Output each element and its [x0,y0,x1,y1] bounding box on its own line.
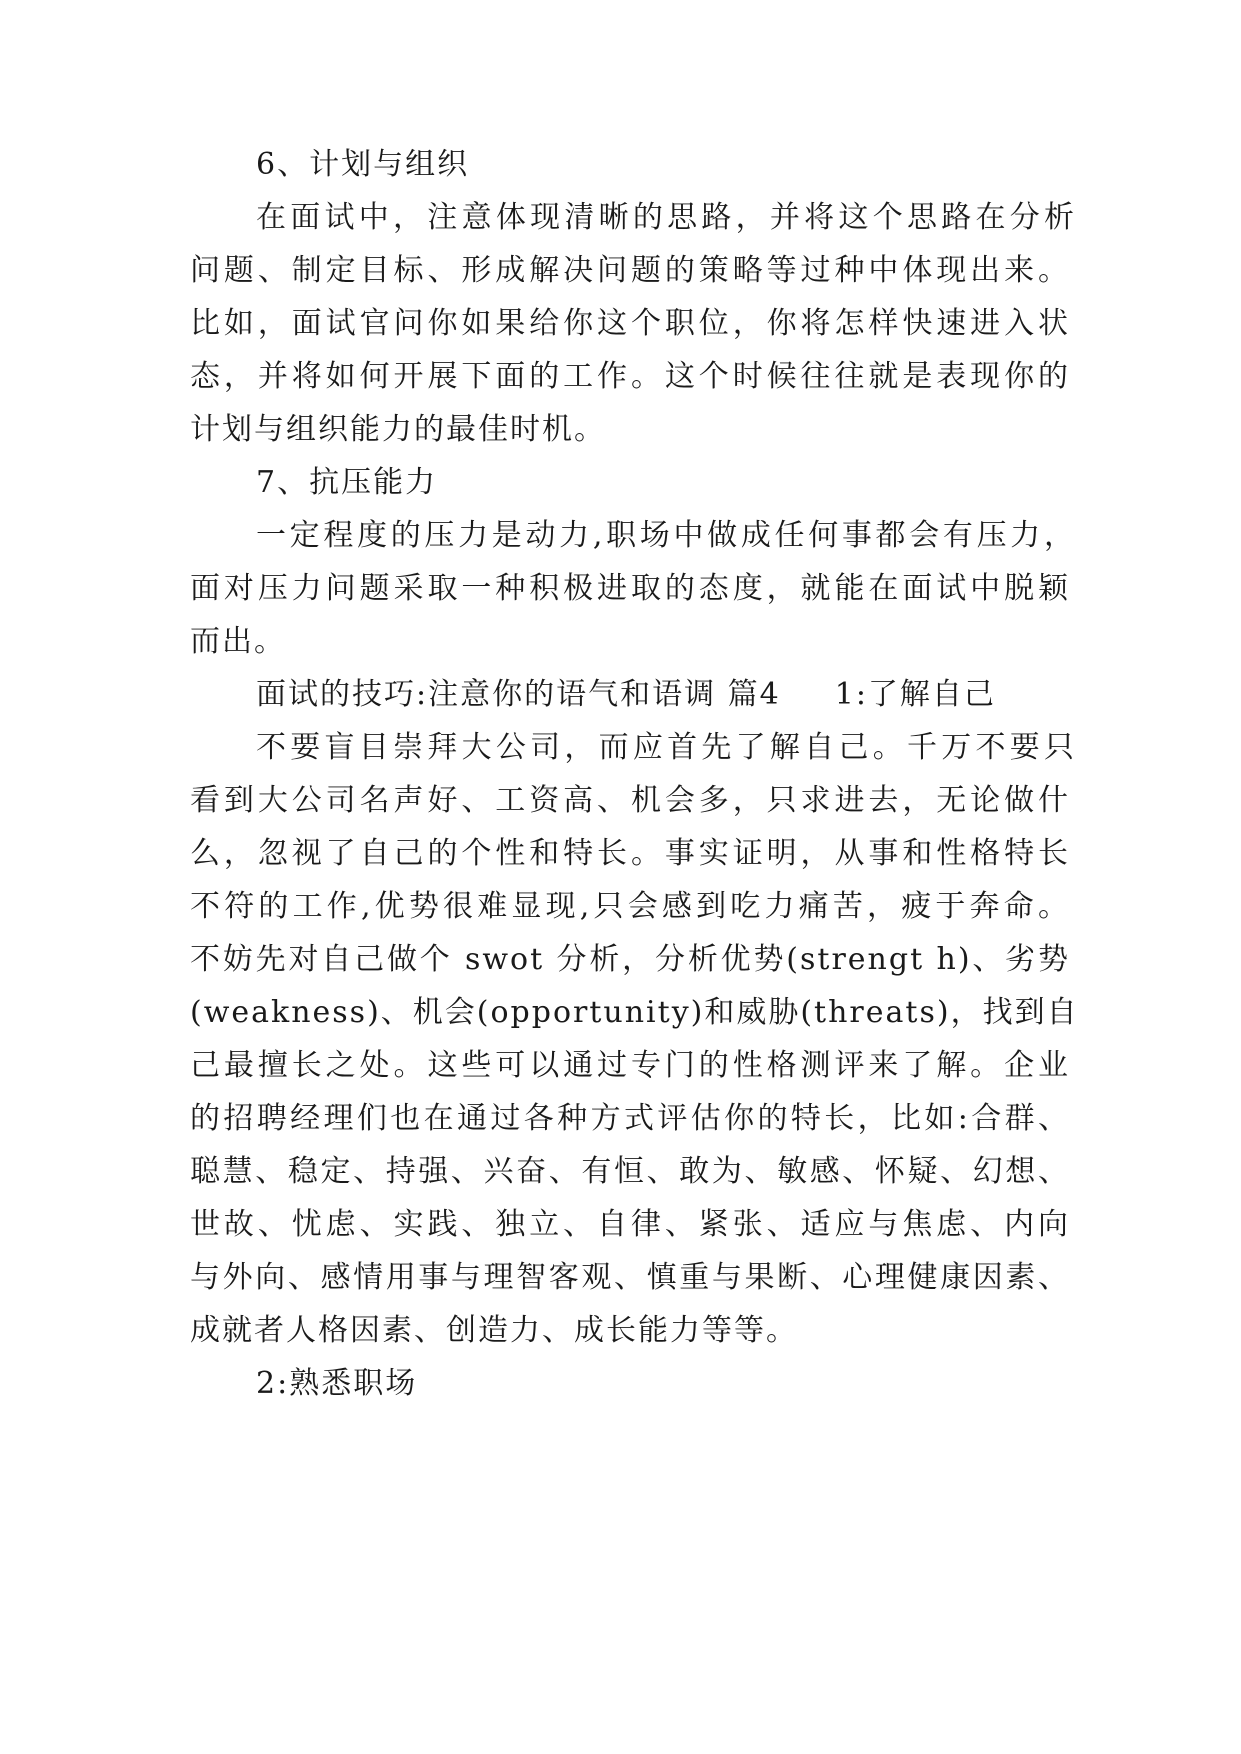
paragraph-line: 成就者人格因素、创造力、成长能力等等。 [190,1313,798,1348]
paragraph-line: 面对压力问题采取一种积极进取的态度，就能在面试中脱颖 [190,571,1070,606]
paragraph-line: 计划与组织能力的最佳时机。 [190,412,606,447]
article-title-row [256,675,1076,715]
paragraph-line: 一定程度的压力是动力,职场中做成任何事都会有压力， [256,518,1076,553]
paragraph-line: 的招聘经理们也在通过各种方式评估你的特长，比如:合群、 [190,1101,1070,1136]
paragraph-line: (weakness)、机会(opportunity)和威胁(threats)，找到自 [190,995,1079,1030]
paragraph-line: 聪慧、稳定、持强、兴奋、有恒、敢为、敏感、怀疑、幻想、 [190,1154,1070,1189]
paragraph-line: 不符的工作,优势很难显现,只会感到吃力痛苦，疲于奔命。 [190,889,1070,924]
paragraph-line: 不妨先对自己做个 swot 分析，分析优势(strengt h)、劣势 [190,942,1070,977]
paragraph-line: 在面试中，注意体现清晰的思路，并将这个思路在分析 [256,200,1076,235]
paragraph-line: 己最擅长之处。这些可以通过专门的性格测评来了解。企业 [190,1048,1070,1083]
section-6-heading: 6、计划与组织 [256,147,470,182]
paragraph-line: 看到大公司名声好、工资高、机会多，只求进去，无论做什 [190,783,1070,818]
paragraph-line: 而出。 [190,624,286,659]
point-2-heading: 2:熟悉职场 [256,1366,418,1401]
paragraph-line: 不要盲目崇拜大公司，而应首先了解自己。千万不要只 [256,730,1076,765]
point-1-heading: 1:了解自己 [834,677,996,712]
article-title: 面试的技巧:注意你的语气和语调 篇4 [256,677,781,712]
paragraph-line: 与外向、感情用事与理智客观、慎重与果断、心理健康因素、 [190,1260,1070,1295]
paragraph-line: 世故、忧虑、实践、独立、自律、紧张、适应与焦虑、内向 [190,1207,1070,1242]
paragraph-line: 么，忽视了自己的个性和特长。事实证明，从事和性格特长 [190,836,1070,871]
paragraph-line: 态，并将如何开展下面的工作。这个时候往往就是表现你的 [190,359,1070,394]
section-7-heading: 7、抗压能力 [256,465,438,500]
paragraph-line: 问题、制定目标、形成解决问题的策略等过种中体现出来。 [190,253,1070,288]
paragraph-line: 比如，面试官问你如果给你这个职位，你将怎样快速进入状 [190,306,1070,341]
